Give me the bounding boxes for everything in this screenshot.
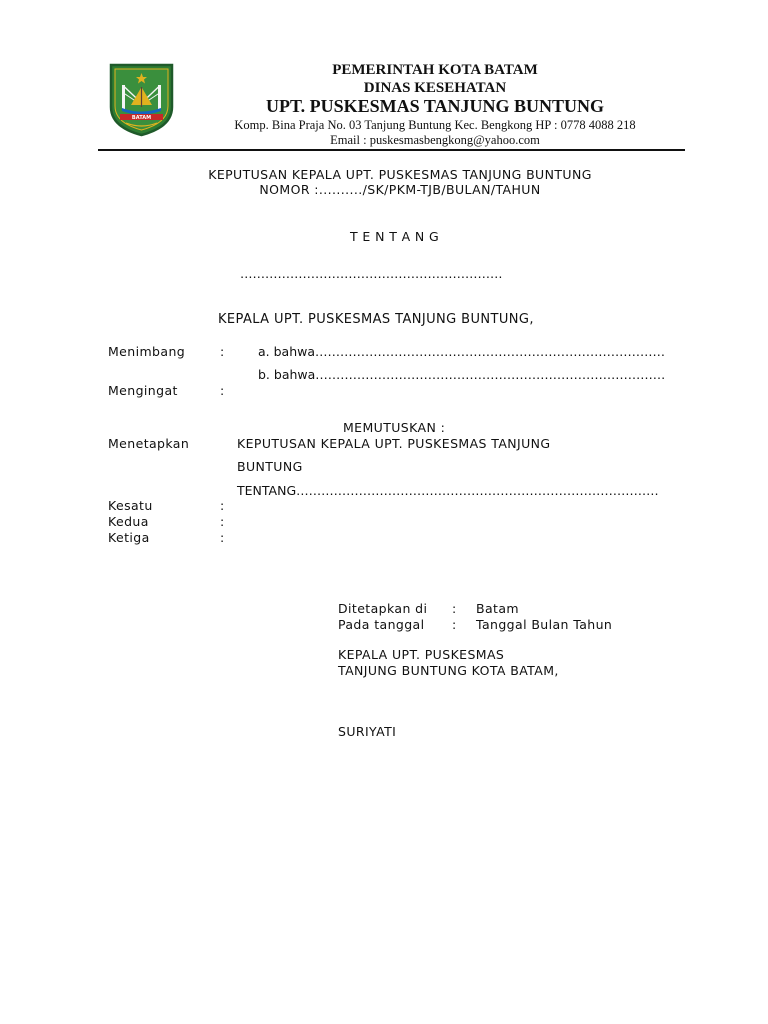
batam-city-emblem — [108, 63, 175, 137]
letterhead-institution: UPT. PUSKESMAS TANJUNG BUNTUNG — [265, 96, 605, 116]
menetapkan-line-1: KEPUTUSAN KEPALA UPT. PUSKESMAS TANJUNG — [237, 436, 551, 451]
menetapkan-label: Menetapkan — [108, 436, 190, 451]
batam-emblem-icon — [108, 63, 175, 137]
letterhead-address: Komp. Bina Praja No. 03 Tanjung Buntung Kec. Bengkong HP : 0778 4088 218 — [234, 118, 636, 132]
mengingat-label: Mengingat — [108, 383, 178, 398]
letterhead-divider — [98, 149, 685, 151]
ditetapkan-value: Batam — [476, 601, 519, 616]
ditetapkan-label: Ditetapkan di — [338, 601, 428, 616]
tentang-heading: T E N T A N G — [350, 229, 440, 244]
menetapkan-line-2: BUNTUNG — [237, 459, 303, 474]
signatory-title-1: KEPALA UPT. PUSKESMAS — [338, 647, 505, 662]
memutuskan-heading: MEMUTUSKAN : — [343, 420, 446, 435]
ketiga-colon: : — [220, 530, 225, 545]
signatory-name: SURIYATI — [338, 724, 397, 739]
letterhead-government: PEMERINTAH KOTA BATAM — [332, 62, 538, 78]
subject-placeholder: ……………………………………………………… — [240, 266, 503, 281]
tanggal-colon: : — [452, 617, 457, 632]
tanggal-label: Pada tanggal — [338, 617, 425, 632]
letterhead-email: Email : puskesmasbengkong@yahoo.com — [330, 133, 540, 147]
menimbang-label: Menimbang — [108, 344, 186, 359]
emblem-lettering: BATAM — [131, 115, 152, 121]
ketiga-label: Ketiga — [108, 530, 150, 545]
menimbang-colon: : — [220, 344, 225, 359]
signatory-title-2: TANJUNG BUNTUNG KOTA BATAM, — [338, 663, 559, 678]
tanggal-value: Tanggal Bulan Tahun — [476, 617, 613, 632]
kedua-label: Kedua — [108, 514, 149, 529]
menimbang-item-a: a. bahwa………………………………………………………………………… — [258, 344, 666, 359]
issuer-heading: KEPALA UPT. PUSKESMAS TANJUNG BUNTUNG, — [218, 312, 534, 327]
decree-number: NOMOR :........../SK/PKM-TJB/BULAN/TAHUN — [259, 182, 541, 197]
menimbang-item-b: b. bahwa………………………………………………………………………… — [258, 367, 666, 382]
menetapkan-line-3: TENTANG…………………………………………………………………………… — [237, 483, 659, 498]
kesatu-label: Kesatu — [108, 498, 153, 513]
decree-title: KEPUTUSAN KEPALA UPT. PUSKESMAS TANJUNG BUNTUNG — [208, 167, 592, 182]
kedua-colon: : — [220, 514, 225, 529]
letterhead-department: DINAS KESEHATAN — [363, 80, 507, 96]
ditetapkan-colon: : — [452, 601, 457, 616]
mengingat-colon: : — [220, 383, 225, 398]
kesatu-colon: : — [220, 498, 225, 513]
